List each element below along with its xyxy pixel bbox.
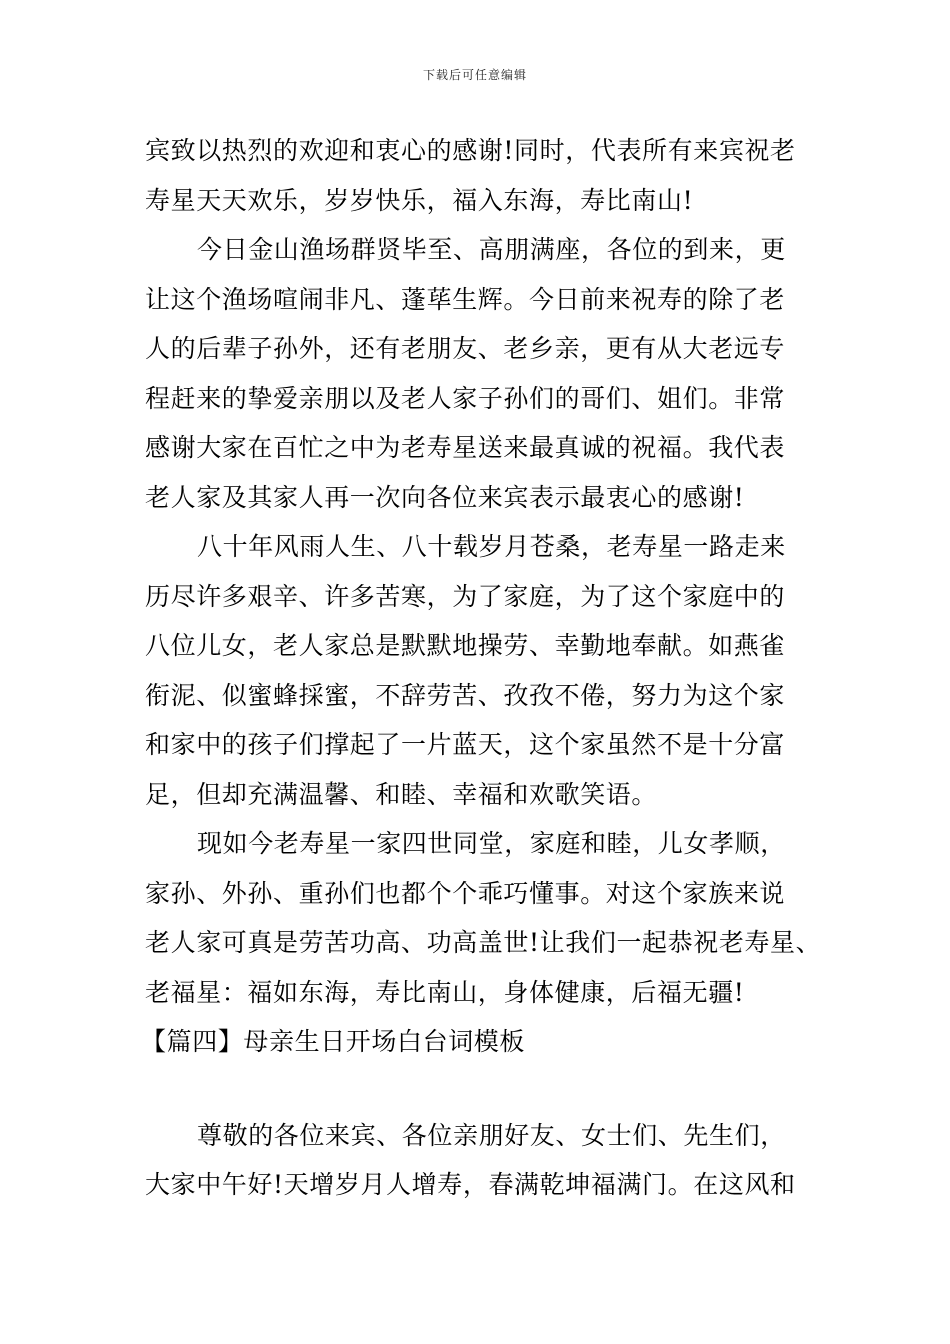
text-line: 老人家可真是劳苦功高、功高盖世!让我们一起恭祝老寿星、	[145, 928, 822, 957]
text-line: 尊敬的各位来宾、各位亲朋好友、女士们、先生们，	[197, 1120, 786, 1150]
text-line: 今日金山渔场群贤毕至、高朋满座，各位的到来，更	[197, 235, 786, 264]
document-body	[141, 126, 835, 1210]
section-heading: 【篇四】母亲生日开场白台词模板	[141, 1027, 526, 1056]
text-line: 寿星天天欢乐，岁岁快乐，福入东海，寿比南山!	[145, 185, 694, 215]
text-line: 感谢大家在百忙之中为老寿星送来最真诚的祝福。我代表	[145, 433, 786, 462]
text-line: 老人家及其家人再一次向各位来宾表示最衷心的感谢!	[145, 482, 745, 512]
text-line: 八十年风雨人生、八十载岁月苍桑，老寿星一路走来	[197, 532, 786, 561]
blank-gap	[145, 1067, 835, 1111]
text-line: 宾致以热烈的欢迎和衷心的感谢!同时，代表所有来宾祝老	[145, 136, 796, 165]
text-line: 八位儿女，老人家总是默默地操劳、幸勤地奉献。如燕雀	[145, 631, 786, 660]
text-line: 衔泥、似蜜蜂採蜜，不辞劳苦、孜孜不倦，努力为这个家	[145, 680, 786, 710]
text-line: 让这个渔场喧闹非凡、蓬荜生辉。今日前来祝寿的除了老	[145, 284, 786, 314]
text-line: 足，但却充满温馨、和睦、幸福和欢歌笑语。	[145, 779, 658, 809]
text-line: 大家中午好!天增岁月人增寿，春满乾坤福满门。在这风和	[145, 1170, 796, 1199]
header-note: 下载后可任意编辑	[422, 68, 527, 82]
text-line: 人的后辈子孙外，还有老朋友、老乡亲，更有从大老远专	[145, 334, 786, 363]
text-line: 现如今老寿星一家四世同堂，家庭和睦，儿女孝顺，	[197, 829, 786, 858]
text-line: 家孙、外孙、重孙们也都个个乖巧懂事。对这个家族来说	[145, 878, 786, 908]
text-line: 程赶来的挚爱亲朋以及老人家子孙们的哥们、姐们。非常	[145, 383, 786, 413]
text-line: 历尽许多艰辛、许多苦寒，为了家庭，为了这个家庭中的	[145, 581, 786, 611]
text-line: 老福星：福如东海，寿比南山，身体健康，后福无疆!	[145, 977, 745, 1007]
text-line: 和家中的孩子们撑起了一片蓝天，这个家虽然不是十分富	[145, 730, 786, 759]
